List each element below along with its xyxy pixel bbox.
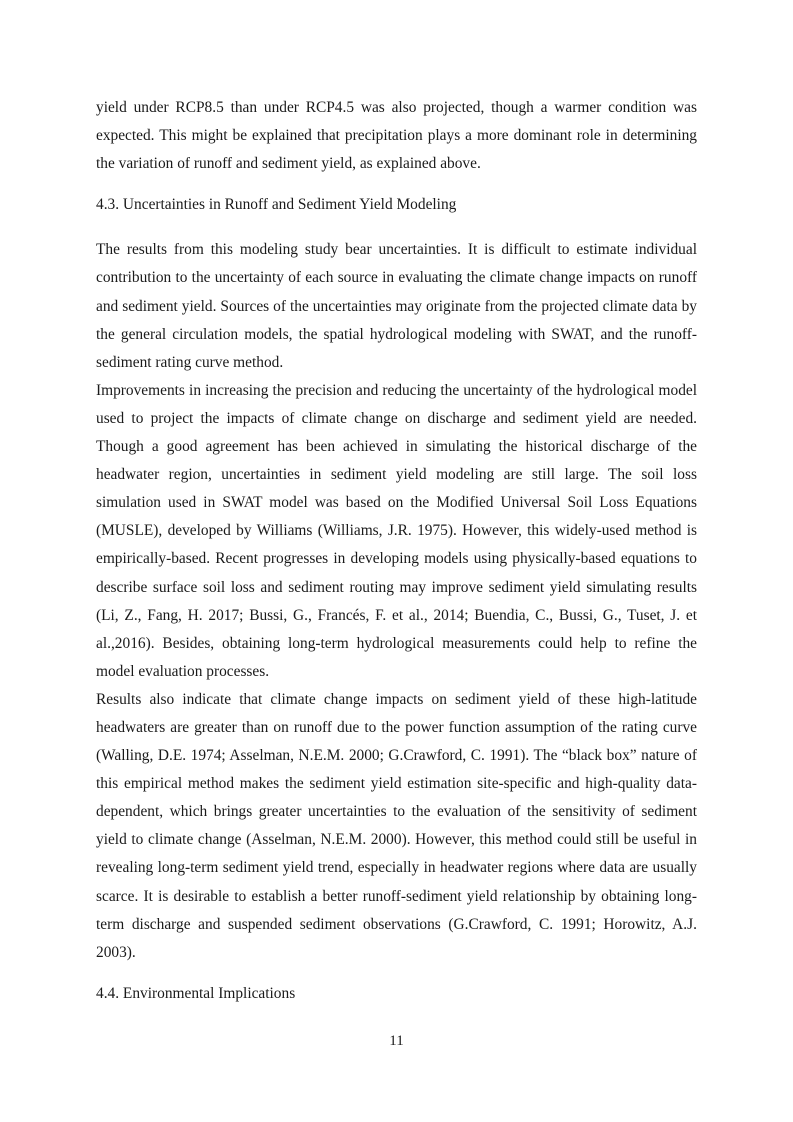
page-number: 11: [389, 1033, 404, 1049]
page-body: [96, 94, 697, 1008]
paragraph-improvements: Improvements in increasing the precision and reducing the uncertainty of the hydrological model used to project the impacts of climate change on discharge and sediment yield are needed. Though a good agreement has been achieved in simulating the historical discharge of the headwater region, uncertainties in sediment yield modeling are still large. The soil loss simulation used in SWAT model was based on the Modified Universal Soil Loss Equations (MUSLE), developed by Williams (Williams, J.R. 1975). However, this widely-used method is empirically-based. Recent progresses in developing models using physically-based equations to describe surface soil loss and sediment routing may improve sediment yield simulating results (Li, Z., Fang, H. 2017; Bussi, G., Francés, F. et al., 2014; Buendia, C., Bussi, G., Tuset, J. et al.,2016). Besides, obtaining long-term hydrological measurements could help to refine the model evaluation processes.: [96, 381, 697, 680]
paragraph-continuation: yield under RCP8.5 than under RCP4.5 was also projected, though a warmer condition was expected. This might be explained that precipitation plays a more dominant role in determining the variation of runoff and sediment yield, as explained above.: [96, 99, 697, 173]
paragraph-results: Results also indicate that climate change impacts on sediment yield of these high-latitude headwaters are greater than on runoff due to the power function assumption of the rating curve (Walling, D.E. 1974; Asselman, N.E.M. 2000; G.Crawford, C. 1991). The “black box” nature of this empirical method makes the sediment yield estimation site-specific and high-quality data-dependent, which brings greater uncertainties to the evaluation of the sensitivity of sediment yield to climate change (Asselman, N.E.M. 2000). However, this method could still be useful in revealing long-term sediment yield trend, especially in headwater regions where data are usually scarce. It is desirable to establish a better runoff-sediment yield relationship by obtaining long-term discharge and suspended sediment observations (G.Crawford, C. 1991; Horowitz, A.J. 2003).: [96, 690, 697, 961]
section-heading-4-3: 4.3. Uncertainties in Runoff and Sediment Yield Modeling: [96, 196, 457, 214]
section-heading-4-4: 4.4. Environmental Implications: [96, 984, 296, 1002]
paragraph-uncertainties: The results from this modeling study bear uncertainties. It is difficult to estimate individual contribution to the uncertainty of each source in evaluating the climate change impacts on runoff and sediment yield. Sources of the uncertainties may originate from the projected climate data by the general circulation models, the spatial hydrological modeling with SWAT, and the runoff-sediment rating curve method.: [96, 241, 697, 371]
